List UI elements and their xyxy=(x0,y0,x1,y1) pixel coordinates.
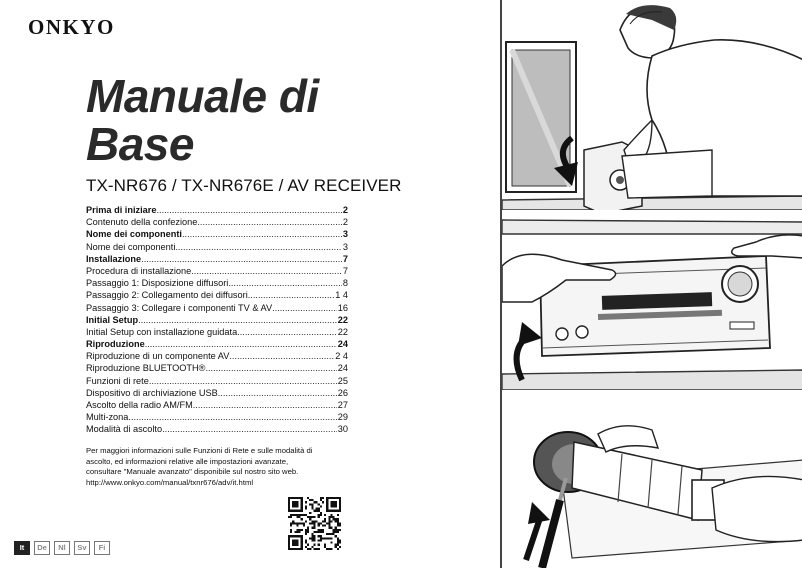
toc-leader-dots xyxy=(205,362,336,374)
illustration-cable xyxy=(500,390,802,568)
toc-entry-page: 22 xyxy=(337,326,348,337)
language-tabs xyxy=(14,541,110,555)
toc-entry[interactable] xyxy=(86,326,348,338)
toc-entry-page: 27 xyxy=(337,400,348,410)
toc-entry[interactable] xyxy=(86,241,348,253)
toc-entry[interactable] xyxy=(86,314,348,326)
language-tab-sv[interactable]: Sv xyxy=(74,541,90,555)
manual-url[interactable]: http://www.onkyo.com/manual/txnr676/adv/it.html xyxy=(86,477,254,487)
cable-illustration xyxy=(502,390,802,568)
toc-entry-label: Ascolto della radio AM/FM xyxy=(86,400,193,410)
toc-entry-page: 2 4 xyxy=(335,351,348,362)
toc-entry-label: Initial Setup xyxy=(86,314,139,325)
toc-entry[interactable] xyxy=(86,350,348,362)
toc-entry-label: Passaggio 2: Collegamento dei diffusori xyxy=(86,290,248,301)
toc-entry-label: Prima di iniziare xyxy=(86,205,157,215)
toc-entry-page: 7 xyxy=(342,253,348,264)
placement-illustration xyxy=(502,210,802,390)
toc-entry-label: Installazione xyxy=(86,253,142,264)
toc-entry-page: 8 xyxy=(342,278,348,289)
table-of-contents xyxy=(86,204,348,436)
toc-entry[interactable] xyxy=(86,362,348,374)
toc-entry-page: 3 xyxy=(342,241,348,252)
toc-entry[interactable] xyxy=(86,265,348,277)
toc-entry[interactable] xyxy=(86,423,348,435)
toc-entry-label: Multi-zona xyxy=(86,412,129,423)
manual-title xyxy=(86,72,319,168)
toc-entry-label: Nome dei componenti xyxy=(86,229,182,240)
toc-entry-page: 25 xyxy=(337,375,348,386)
toc-entry[interactable] xyxy=(86,302,348,314)
toc-leader-dots xyxy=(191,265,342,277)
toc-entry[interactable] xyxy=(86,216,348,228)
toc-entry-page: 24 xyxy=(337,339,348,350)
toc-entry[interactable] xyxy=(86,253,348,265)
toc-leader-dots xyxy=(162,423,337,435)
unpacking-illustration xyxy=(502,0,802,210)
toc-entry[interactable] xyxy=(86,375,348,387)
toc-entry-page: 26 xyxy=(337,387,348,398)
illustration-unpacking xyxy=(500,0,802,212)
qr-code[interactable] xyxy=(288,497,341,550)
toc-leader-dots xyxy=(237,326,337,338)
illustration-column xyxy=(500,0,802,568)
illustration-placement xyxy=(500,210,802,392)
toc-leader-dots xyxy=(193,399,337,411)
title-line-2: Base xyxy=(86,118,194,170)
toc-entry-page: 2 xyxy=(342,205,348,215)
model-subtitle: TX-NR676 / TX-NR676E / AV RECEIVER xyxy=(86,176,402,195)
note-line-2: ascolto, ed informazioni relative alle impostazioni avanzate, xyxy=(86,456,289,466)
toc-leader-dots xyxy=(197,216,342,228)
toc-entry-label: Passaggio 3: Collegare i componenti TV & AV xyxy=(86,302,273,313)
toc-leader-dots xyxy=(149,375,337,387)
toc-entry-label: Modalità di ascolto xyxy=(86,424,163,435)
title-line-1: Manuale di xyxy=(86,70,319,122)
toc-entry-label: Riproduzione BLUETOOTH® xyxy=(86,363,206,374)
toc-leader-dots xyxy=(175,241,342,253)
toc-entry-page: 7 xyxy=(342,265,348,276)
toc-entry-label: Passaggio 1: Disposizione diffusori xyxy=(86,278,229,289)
toc-leader-dots xyxy=(248,289,334,301)
toc-leader-dots xyxy=(156,204,341,216)
toc-entry-label: Procedura di installazione xyxy=(86,265,192,276)
toc-entry-label: Nome dei componenti xyxy=(86,241,176,252)
toc-entry-label: Funzioni di rete xyxy=(86,375,149,386)
toc-entry-label: Riproduzione xyxy=(86,339,145,350)
language-tab-de[interactable]: De xyxy=(34,541,50,555)
toc-entry-label: Initial Setup con installazione guidata xyxy=(86,326,238,337)
toc-entry-label: Dispositivo di archiviazione USB xyxy=(86,387,218,398)
toc-entry-page: 22 xyxy=(337,314,348,325)
toc-entry-page: 3 xyxy=(342,229,348,240)
toc-entry-label: Riproduzione di un componente AV xyxy=(86,351,230,362)
toc-leader-dots xyxy=(182,228,342,240)
toc-entry[interactable] xyxy=(86,399,348,411)
toc-leader-dots xyxy=(218,387,337,399)
toc-entry-page: 16 xyxy=(337,302,348,313)
toc-entry[interactable] xyxy=(86,277,348,289)
toc-entry[interactable] xyxy=(86,228,348,240)
toc-entry[interactable] xyxy=(86,411,348,423)
toc-entry-page: 1 4 xyxy=(335,290,348,301)
toc-entry[interactable] xyxy=(86,289,348,301)
toc-leader-dots xyxy=(128,411,336,423)
toc-entry-page: 29 xyxy=(337,412,348,423)
toc-entry[interactable] xyxy=(86,387,348,399)
toc-entry-page: 24 xyxy=(337,363,348,374)
language-tab-it[interactable]: It xyxy=(14,541,30,555)
toc-entry-label: Contenuto della confezione xyxy=(86,217,198,228)
toc-leader-dots xyxy=(141,253,342,265)
toc-leader-dots xyxy=(228,277,342,289)
toc-entry[interactable] xyxy=(86,204,348,216)
web-manual-note xyxy=(86,446,348,488)
language-tab-fi[interactable]: Fi xyxy=(94,541,110,555)
language-tab-nl[interactable]: Nl xyxy=(54,541,70,555)
note-line-3: consultare "Manuale avanzato" disponibile sul nostro sito web. xyxy=(86,467,299,476)
toc-leader-dots xyxy=(272,302,337,314)
toc-leader-dots xyxy=(145,338,337,350)
toc-entry-page: 30 xyxy=(337,424,348,435)
toc-leader-dots xyxy=(229,350,334,362)
toc-entry-page: 2 xyxy=(342,217,348,228)
toc-entry[interactable] xyxy=(86,338,348,350)
toc-leader-dots xyxy=(138,314,337,326)
note-line-1: Per maggiori informazioni sulle Funzioni di Rete e sulle modalità di xyxy=(86,446,313,455)
onkyo-logo: ONKYO xyxy=(28,15,115,39)
